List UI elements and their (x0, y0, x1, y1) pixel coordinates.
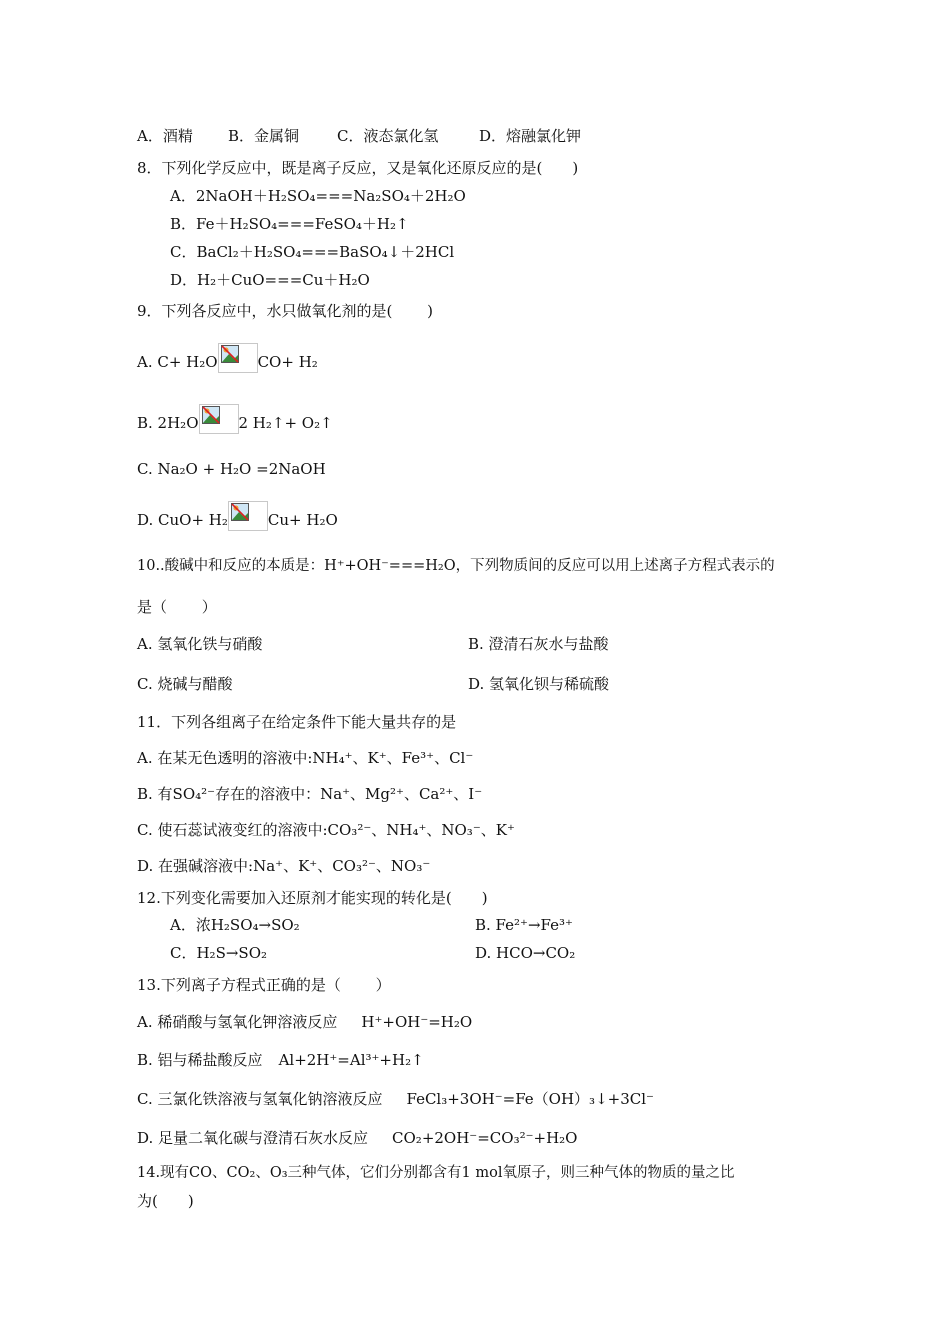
q13-option-d (137, 1128, 577, 1148)
products: 2 H₂↑+ O₂↑ (238, 414, 333, 432)
products: CO+ H₂ (257, 353, 318, 371)
q8-option-d (170, 270, 370, 290)
option-label: D． (170, 271, 198, 289)
reactants: D. CuO+ H₂ (137, 511, 228, 529)
q7-option-d: D．熔融氯化钾 (479, 127, 582, 145)
q10-stem-line2: 是（ ） (137, 598, 217, 616)
option-label: D. 足量二氧化碳与澄清石灰水反应 (137, 1129, 369, 1147)
q8-option-a (170, 186, 466, 206)
q12-option-c: C．H₂S→SO₂ (170, 944, 268, 962)
q12-option-a: A．浓H₂SO₄→SO₂ (170, 916, 300, 934)
option-label: A. 稀硝酸与氢氧化钾溶液反应 (137, 1013, 338, 1031)
q7-option-c: C．液态氯化氢 (337, 127, 439, 145)
q11-option-c: C. 使石蕊试液变红的溶液中:CO₃²⁻、NH₄⁺、NO₃⁻、K⁺ (137, 821, 515, 839)
q11-stem: 11．下列各组离子在给定条件下能大量共存的是 (137, 713, 457, 731)
option-label: C. 三氯化铁溶液与氢氧化钠溶液反应 (137, 1090, 383, 1108)
q7-option-b: B．金属铜 (228, 127, 300, 145)
q14-stem-line2: 为( ) (137, 1192, 194, 1210)
q9-option-d (137, 510, 338, 531)
q9-option-c: C. Na₂O + H₂O =2NaOH (137, 460, 326, 478)
option-label: A． (170, 187, 196, 205)
products: Cu+ H₂O (267, 511, 338, 529)
q7-option-a: A．酒精 (137, 127, 193, 145)
q9-option-b (137, 413, 333, 434)
equation: H⁺+OH⁻=H₂O (361, 1013, 473, 1031)
equation: H₂＋CuO===Cu＋H₂O (197, 271, 370, 289)
q13-option-c (137, 1089, 654, 1109)
q11-option-d: D. 在强碱溶液中:Na⁺、K⁺、CO₃²⁻、NO₃⁻ (137, 857, 431, 875)
equation: BaCl₂＋H₂SO₄===BaSO₄↓＋2HCl (196, 243, 455, 261)
broken-image-icon (228, 501, 268, 531)
option-label: B． (170, 215, 197, 233)
q10-option-b: B. 澄清石灰水与盐酸 (468, 635, 609, 653)
q10-stem-line1: 10..酸碱中和反应的本质是：H⁺+OH⁻===H₂O，下列物质间的反应可以用上述离子方程式表示的 (137, 558, 775, 574)
equation: Al+2H⁺=Al³⁺+H₂↑ (278, 1051, 424, 1069)
q12-stem: 12.下列变化需要加入还原剂才能实现的转化是( ) (137, 889, 488, 907)
broken-image-icon (218, 343, 258, 373)
q10-option-a: A. 氢氧化铁与硝酸 (137, 635, 263, 653)
q12-option-d: D. HCO→CO₂ (475, 944, 576, 962)
equation: 2NaOH＋H₂SO₄===Na₂SO₄＋2H₂O (195, 187, 466, 205)
option-label: B. 铝与稀盐酸反应 (137, 1051, 263, 1069)
equation: Fe＋H₂SO₄===FeSO₄＋H₂↑ (196, 215, 409, 233)
q13-option-b (137, 1050, 424, 1070)
q13-stem: 13.下列离子方程式正确的是（ ） (137, 976, 391, 994)
q10-option-c: C. 烧碱与醋酸 (137, 675, 233, 693)
q11-option-a: A. 在某无色透明的溶液中:NH₄⁺、K⁺、Fe³⁺、Cl⁻ (137, 749, 474, 767)
equation: CO₂+2OH⁻=CO₃²⁻+H₂O (392, 1129, 578, 1147)
q8-stem: 8．下列化学反应中，既是离子反应，又是氧化还原反应的是( ) (137, 159, 579, 177)
q14-stem-line1: 14.现有CO、CO₂、O₃三种气体，它们分别都含有1 mol氧原子，则三种气体的物质的量之比 (137, 1165, 735, 1181)
q9-option-a (137, 352, 318, 373)
broken-image-icon (199, 404, 239, 434)
q12-option-b: B. Fe²⁺→Fe³⁺ (475, 916, 573, 934)
q13-option-a (137, 1012, 472, 1032)
q8-option-b (170, 214, 409, 234)
equation: FeCl₃+3OH⁻=Fe（OH）₃↓+3Cl⁻ (406, 1090, 654, 1108)
option-label: C． (170, 243, 197, 261)
reactants: A. C+ H₂O (137, 353, 218, 371)
q9-stem: 9．下列各反应中，水只做氧化剂的是( ) (137, 302, 434, 320)
q8-option-c (170, 242, 454, 262)
q11-option-b: B. 有SO₄²⁻存在的溶液中：Na⁺、Mg²⁺、Ca²⁺、I⁻ (137, 785, 483, 803)
reactants: B. 2H₂O (137, 414, 199, 432)
q10-option-d: D. 氢氧化钡与稀硫酸 (468, 675, 610, 693)
